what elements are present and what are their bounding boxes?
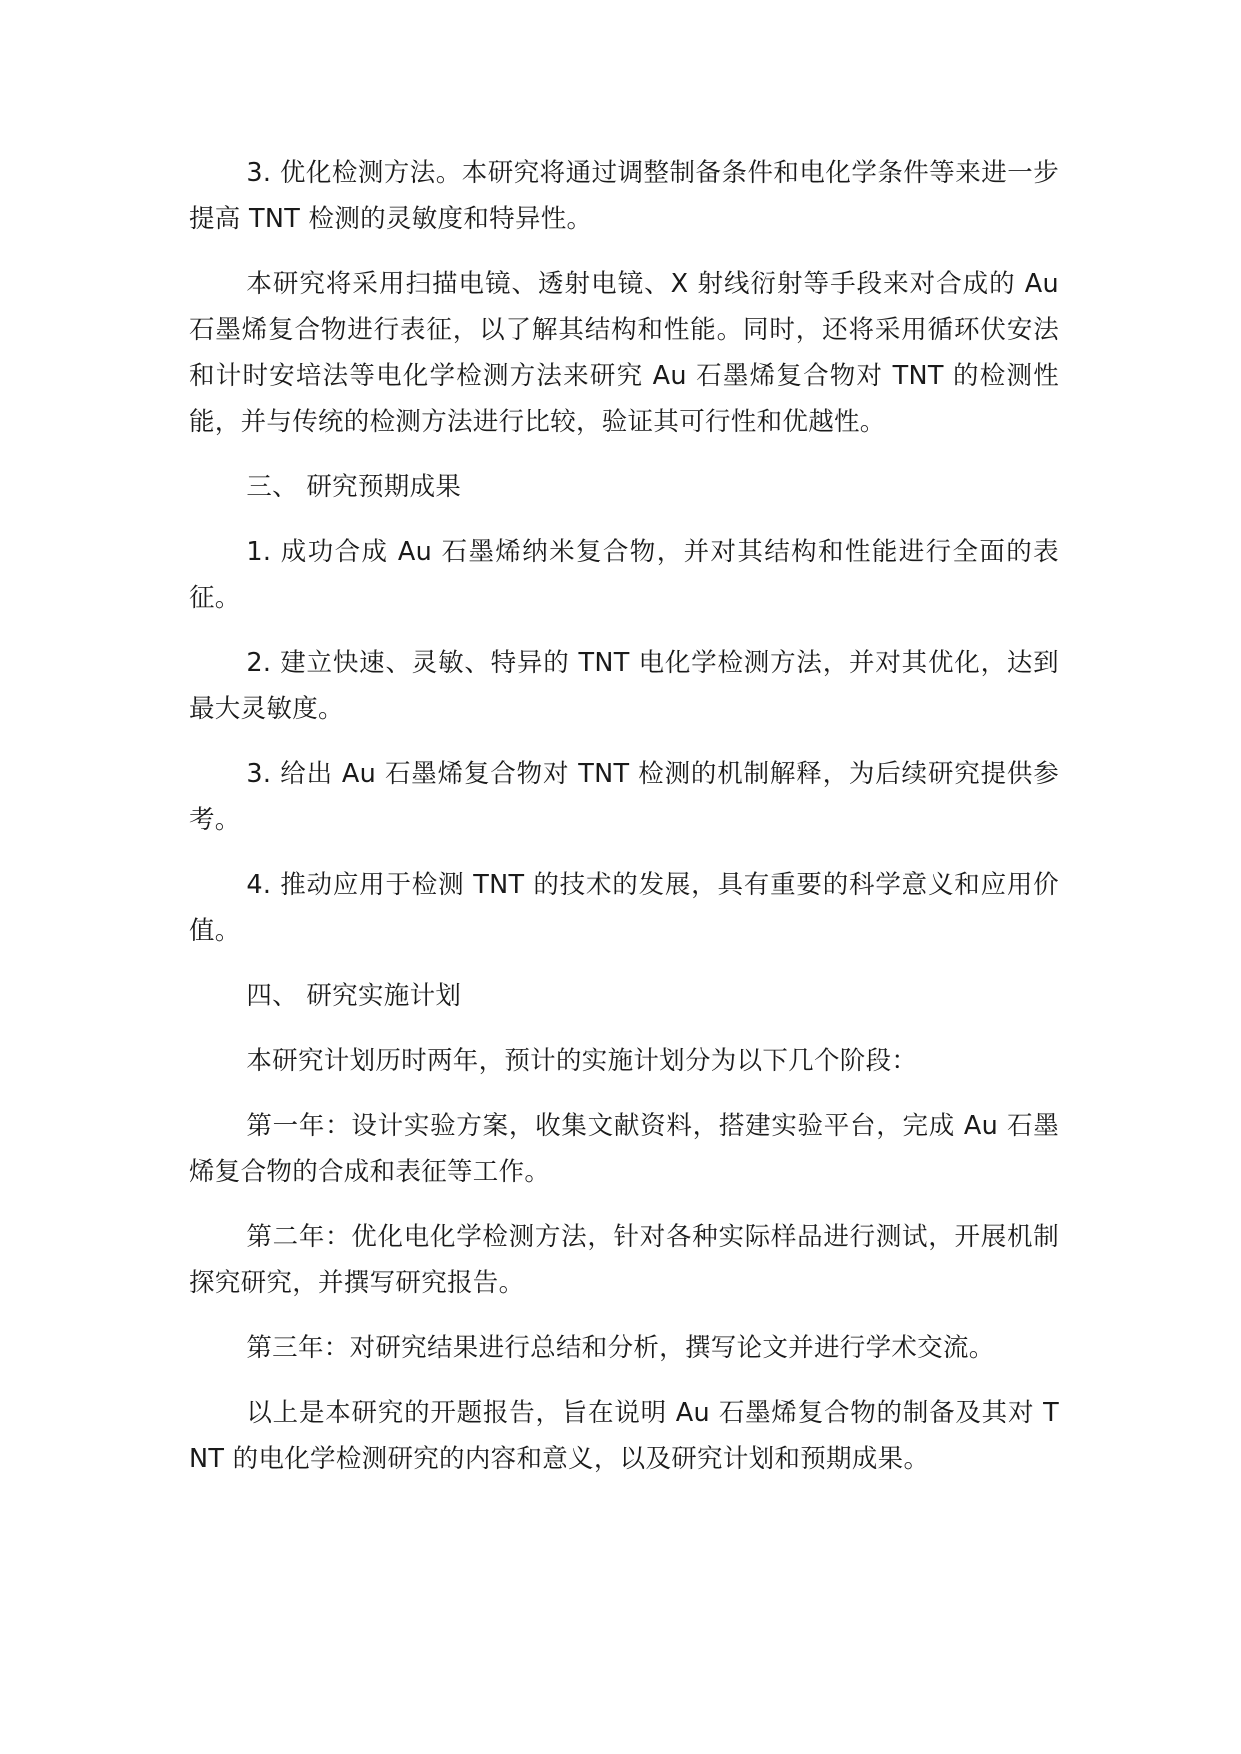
plan-year-3: 第三年：对研究结果进行总结和分析，撰写论文并进行学术交流。: [246, 1333, 995, 1363]
section-heading-expected-results: 三、 研究预期成果: [246, 472, 462, 502]
plan-intro: 本研究计划历时两年，预计的实施计划分为以下几个阶段：: [246, 1046, 918, 1076]
paragraph-characterization: 本研究将采用扫描电镜、透射电镜、X 射线衍射等手段来对合成的 Au 石墨烯复合物进行表征，以了解其结构和性能。同时，还将采用循环伏安法和计时安培法等电化学检测方法来研究 Au 石墨烯复合物对 TNT 的检测性能，并与传统的检测方法进行比较，验证其可行性和优越性。: [189, 269, 1059, 437]
expected-result-item-2: 2. 建立快速、灵敏、特异的 TNT 电化学检测方法，并对其优化，达到最大灵敏度。: [189, 648, 1059, 724]
plan-year-2: 第二年：优化电化学检测方法，针对各种实际样品进行测试，开展机制探究研究，并撰写研究报告。: [189, 1222, 1059, 1298]
expected-result-item-1: 1. 成功合成 Au 石墨烯纳米复合物，并对其结构和性能进行全面的表征。: [189, 537, 1059, 613]
plan-year-1: 第一年：设计实验方案，收集文献资料，搭建实验平台，完成 Au 石墨烯复合物的合成和表征等工作。: [189, 1111, 1059, 1187]
expected-result-item-4: 4. 推动应用于检测 TNT 的技术的发展，具有重要的科学意义和应用价值。: [189, 870, 1059, 946]
expected-result-item-3: 3. 给出 Au 石墨烯复合物对 TNT 检测的机制解释，为后续研究提供参考。: [189, 759, 1059, 835]
section-heading-implementation-plan: 四、 研究实施计划: [246, 981, 462, 1011]
document-body: [189, 150, 1059, 1501]
conclusion-paragraph: 以上是本研究的开题报告，旨在说明 Au 石墨烯复合物的制备及其对 TNT 的电化学检测研究的内容和意义，以及研究计划和预期成果。: [189, 1398, 1059, 1474]
paragraph-optimize-method: 3. 优化检测方法。本研究将通过调整制备条件和电化学条件等来进一步提高 TNT 检测的灵敏度和特异性。: [189, 158, 1059, 234]
